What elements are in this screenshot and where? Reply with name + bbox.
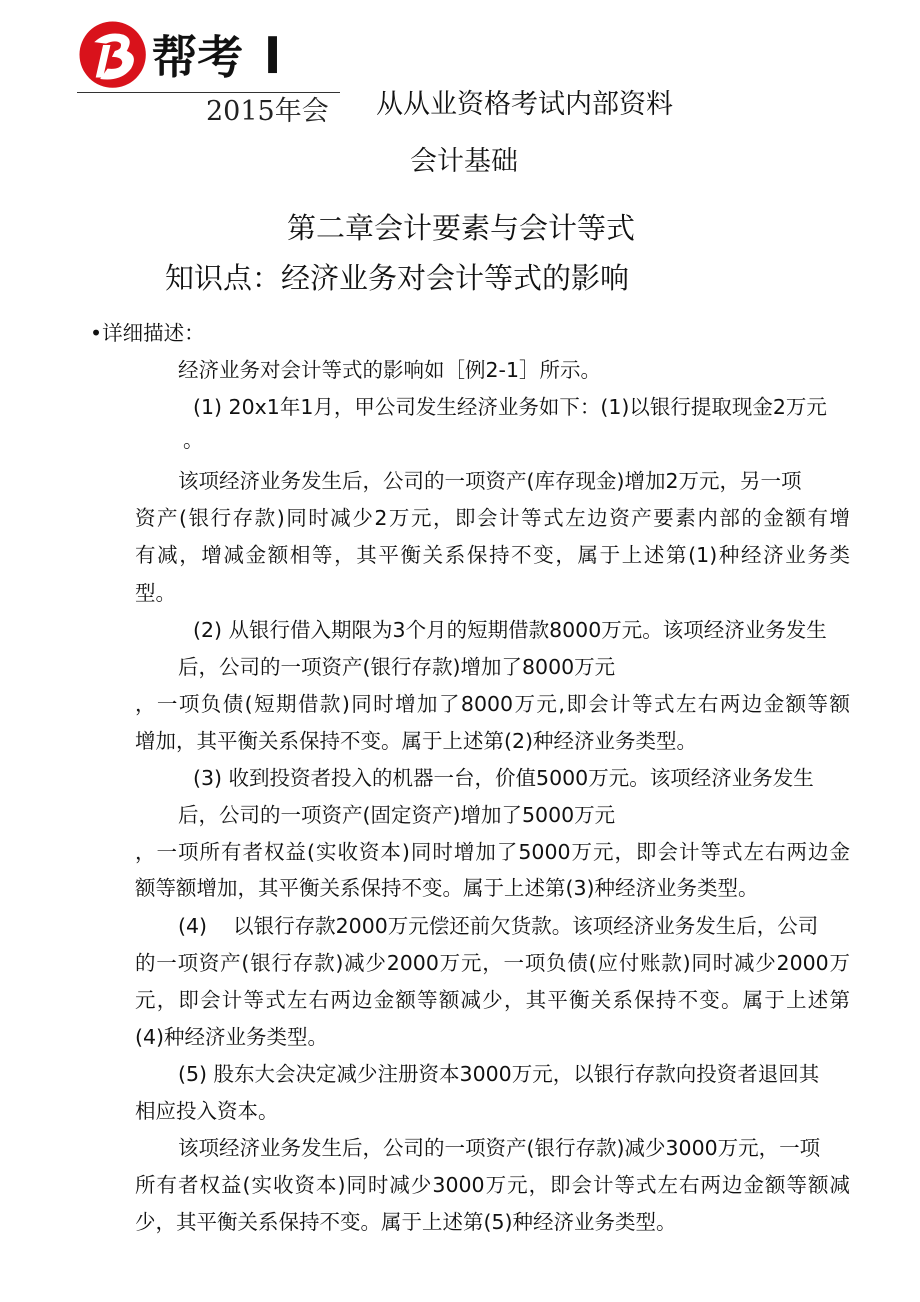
paragraph-line: 额等额增加，其平衡关系保持不变。属于上述第(3)种经济业务类型。: [135, 876, 759, 900]
paragraph-line: 的一项资产(银行存款)减少2000万元，一项负债(应付账款)同时减少2000万: [135, 951, 850, 975]
header-rule: [77, 92, 340, 93]
paragraph-line: 经济业务对会计等式的影响如［例2-1］所示。: [178, 358, 601, 382]
doc-title: 从从业资格考试内部资料: [376, 89, 673, 120]
paragraph-line: 后，公司的一项资产(银行存款)增加了8000万元: [178, 655, 616, 679]
paragraph-line: 增加，其平衡关系保持不变。属于上述第(2)种经济业务类型。: [135, 729, 698, 753]
paragraph-line: 型。: [135, 581, 176, 605]
paragraph-line: 。: [183, 428, 204, 452]
section-label: •详细描述：: [90, 321, 205, 345]
paragraph-line: 所有者权益(实收资本)同时减少3000万元，即会计等式左右两边金额等额减: [135, 1173, 850, 1197]
paragraph-line: (2) 从银行借入期限为3个月的短期借款8000万元。该项经济业务发生: [193, 618, 827, 642]
paragraph-line: (4) 以银行存款2000万元偿还前欠货款。该项经济业务发生后，公司: [178, 914, 819, 938]
paragraph-line: 有减，增减金额相等，其平衡关系保持不变，属于上述第(1)种经济业务类: [135, 543, 850, 567]
bangkao-logo: [78, 20, 277, 90]
svg-text:帮考: 帮考: [151, 31, 244, 85]
paragraph-line: 后，公司的一项资产(固定资产)增加了5000万元: [178, 803, 616, 827]
paragraph-line: 资产(银行存款)同时减少2万元，即会计等式左边资产要素内部的金额有增: [135, 506, 850, 530]
paragraph-line: 该项经济业务发生后，公司的一项资产(银行存款)减少3000万元，一项: [178, 1136, 821, 1160]
topic-title: 知识点：经济业务对会计等式的影响: [165, 261, 630, 295]
paragraph-line: 元，即会计等式左右两边金额等额减少，其平衡关系保持不变。属于上述第: [135, 988, 850, 1012]
paragraph-line: (3) 收到投资者投入的机器一台，价值5000万元。该项经济业务发生: [193, 766, 814, 790]
chapter-title: 第二章会计要素与会计等式: [287, 211, 636, 245]
paragraph-line: 少，其平衡关系保持不变。属于上述第(5)种经济业务类型。: [135, 1210, 677, 1234]
subject-title: 会计基础: [410, 146, 518, 177]
paragraph-line: ，一项负债(短期借款)同时增加了8000万元,即会计等式左右两边金额等额: [135, 692, 850, 716]
paragraph-line: ，一项所有者权益(实收资本)同时增加了5000万元，即会计等式左右两边金: [135, 840, 850, 864]
paragraph-line: (1) 20x1年1月，甲公司发生经济业务如下：(1)以银行提取现金2万元: [193, 395, 827, 419]
paragraph-line: (5) 股东大会决定减少注册资本3000万元，以银行存款向投资者退回其: [178, 1062, 820, 1086]
paragraph-line: 相应投入资本。: [135, 1099, 279, 1123]
paragraph-line: 该项经济业务发生后，公司的一项资产(库存现金)增加2万元，另一项: [178, 469, 802, 493]
year-fragment: 2015年会: [206, 96, 329, 127]
paragraph-line: (4)种经济业务类型。: [135, 1025, 329, 1049]
